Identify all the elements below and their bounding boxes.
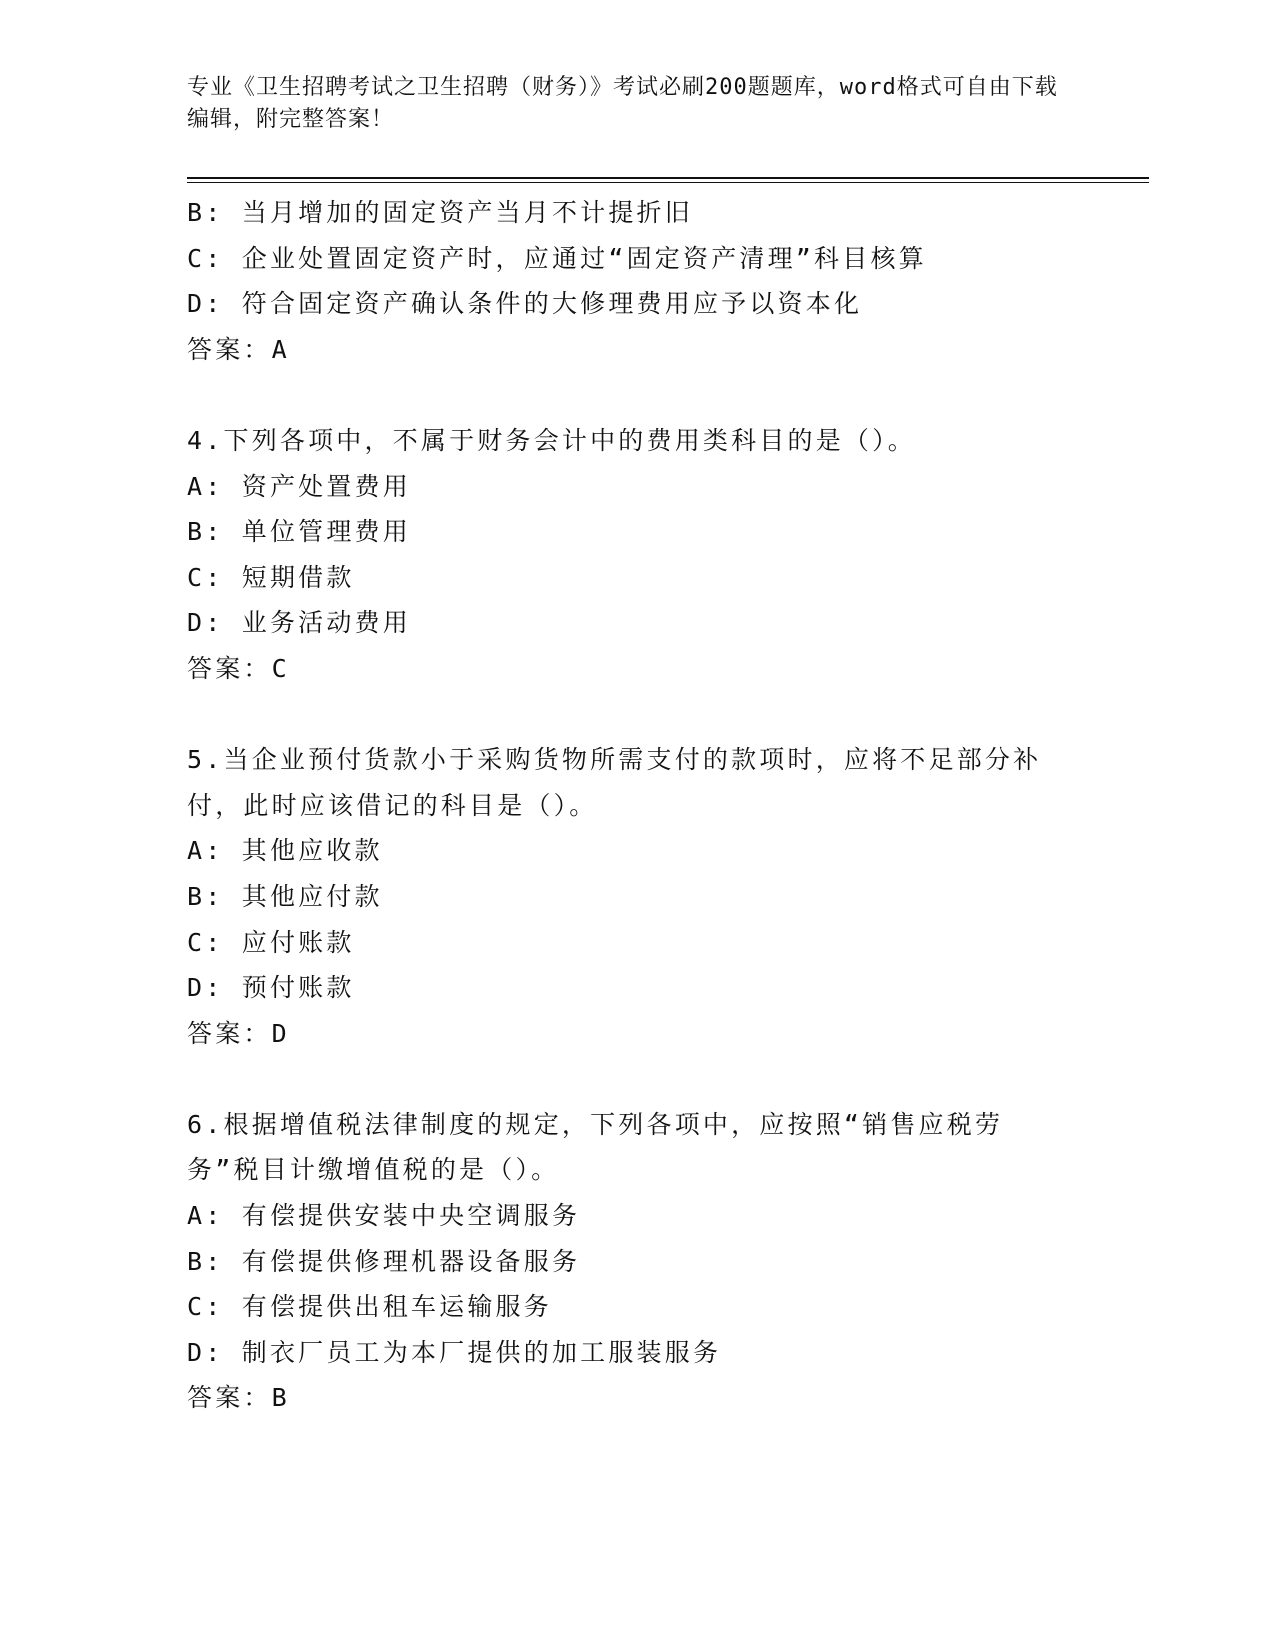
option-b: B: 其他应付款 — [187, 881, 383, 911]
option-d: D: 业务活动费用 — [187, 608, 411, 638]
option-b: B: 有偿提供修理机器设备服务 — [187, 1246, 581, 1276]
question-5 — [187, 737, 1067, 1056]
header-rule-thick — [187, 177, 1149, 179]
option-d: D: 符合固定资产确认条件的大修理费用应予以资本化 — [187, 289, 863, 319]
option-c: C: 企业处置固定资产时，应通过“固定资产清理”科目核算 — [187, 243, 927, 273]
question-text: 6.根据增值税法律制度的规定，下列各项中，应按照“销售应税劳务”税目计缴增值税的是（）。 — [187, 1109, 1004, 1185]
option-a: A: 资产处置费用 — [187, 471, 411, 501]
option-c: C: 短期借款 — [187, 562, 355, 592]
question-text: 4.下列各项中，不属于财务会计中的费用类科目的是（）。 — [187, 425, 917, 455]
option-d: D: 制衣厂员工为本厂提供的加工服装服务 — [187, 1337, 722, 1367]
answer: 答案：C — [187, 653, 290, 683]
option-a: A: 有偿提供安装中央空调服务 — [187, 1201, 581, 1231]
option-c: C: 有偿提供出租车运输服务 — [187, 1292, 552, 1322]
header-rule-thin — [187, 182, 1149, 183]
question-text: 5.当企业预付货款小于采购货物所需支付的款项时，应将不足部分补付，此时应该借记的科目是（）。 — [187, 745, 1042, 820]
spacer — [187, 1056, 1067, 1102]
answer: 答案：D — [187, 1018, 290, 1048]
question-list — [187, 190, 1067, 1421]
option-a: A: 其他应收款 — [187, 836, 383, 866]
spacer — [187, 372, 1067, 418]
option-b: B: 单位管理费用 — [187, 517, 411, 547]
question-3-continued — [187, 190, 1067, 372]
spacer — [187, 692, 1067, 738]
question-6 — [187, 1102, 1067, 1421]
option-d: D: 预付账款 — [187, 973, 355, 1003]
answer: 答案：B — [187, 1383, 290, 1413]
option-c: C: 应付账款 — [187, 927, 355, 957]
answer: 答案：A — [187, 334, 290, 364]
option-b: B: 当月增加的固定资产当月不计提折旧 — [187, 198, 693, 227]
question-4 — [187, 418, 1067, 692]
document-header: 专业《卫生招聘考试之卫生招聘（财务）》考试必刷200题题库，word格式可自由下载编辑，附完整答案！ — [187, 75, 1058, 132]
